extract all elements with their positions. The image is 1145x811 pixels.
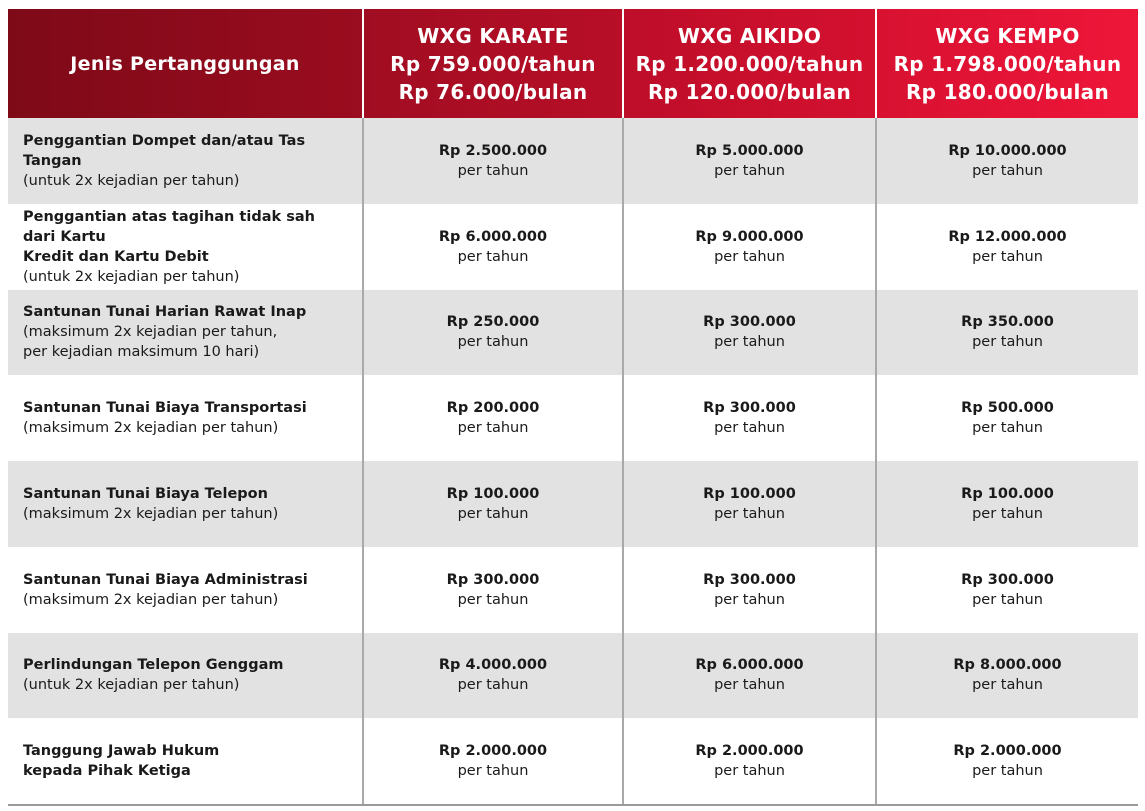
benefit-period: per tahun: [972, 162, 1043, 179]
benefit-period: per tahun: [457, 763, 529, 780]
coverage-label-cell: [8, 118, 363, 204]
benefit-value-cell: [623, 204, 876, 290]
benefit-value-cell: [623, 718, 876, 805]
benefit-amount: Rp 100.000: [961, 485, 1054, 502]
coverage-label-cell: [8, 718, 363, 805]
benefit-period: per tahun: [457, 162, 529, 179]
coverage-title: Kredit dan Kartu Debit: [23, 248, 209, 265]
coverage-comparison-table: [8, 9, 1138, 806]
table-row: [8, 633, 1138, 719]
benefit-value-cell: [623, 118, 876, 204]
table-row: [8, 461, 1138, 547]
benefit-value-cell: [363, 204, 623, 290]
coverage-label-cell: [8, 633, 363, 719]
benefit-period: per tahun: [457, 505, 529, 522]
benefit-value-cell: [623, 290, 876, 376]
coverage-note: (untuk 2x kejadian per tahun): [23, 268, 240, 285]
benefit-value-cell: [876, 118, 1138, 204]
table-row: [8, 290, 1138, 376]
coverage-note: (untuk 2x kejadian per tahun): [23, 677, 240, 694]
benefit-amount: Rp 4.000.000: [438, 657, 548, 674]
benefit-amount: Rp 300.000: [703, 314, 796, 331]
benefit-amount: Rp 2.000.000: [953, 743, 1062, 760]
coverage-note: (untuk 2x kejadian per tahun): [23, 172, 240, 189]
coverage-title: Santunan Tunai Harian Rawat Inap: [23, 304, 307, 321]
benefit-amount: Rp 5.000.000: [695, 142, 804, 159]
benefit-amount: Rp 2.000.000: [438, 743, 548, 760]
benefit-period: per tahun: [457, 248, 529, 265]
benefit-value-cell: [876, 290, 1138, 376]
benefit-value-cell: [623, 375, 876, 461]
coverage-note: (maksimum 2x kejadian per tahun,: [23, 324, 278, 341]
table-header: [8, 9, 1138, 118]
coverage-title: Santunan Tunai Biaya Telepon: [23, 485, 268, 502]
benefit-value-cell: [623, 461, 876, 547]
coverage-title: Penggantian Dompet dan/atau Tas Tangan: [23, 132, 306, 169]
benefit-amount: Rp 200.000: [446, 400, 540, 417]
coverage-title: Perlindungan Telepon Genggam: [23, 657, 284, 674]
plan-header-aikido: [623, 9, 876, 118]
benefit-amount: Rp 6.000.000: [695, 657, 804, 674]
plan-name: WXG AIKIDO: [677, 23, 822, 48]
coverage-label-cell: [8, 375, 363, 461]
benefit-period: per tahun: [714, 248, 785, 265]
benefit-amount: Rp 8.000.000: [953, 657, 1062, 674]
plan-price-yearly: Rp 1.200.000/tahun: [635, 51, 864, 76]
benefit-amount: Rp 2.000.000: [695, 743, 804, 760]
coverage-label-cell: [8, 204, 363, 290]
benefit-amount: Rp 300.000: [703, 400, 796, 417]
benefit-amount: Rp 250.000: [446, 314, 540, 331]
coverage-note: per kejadian maksimum 10 hari): [23, 344, 260, 361]
benefit-amount: Rp 2.500.000: [438, 142, 548, 159]
benefit-amount: Rp 100.000: [446, 485, 540, 502]
coverage-note: (maksimum 2x kejadian per tahun): [23, 420, 279, 437]
coverage-title: Penggantian atas tagihan tidak sah dari Kartu: [23, 208, 315, 245]
benefit-amount: Rp 12.000.000: [948, 228, 1067, 245]
coverage-title: kepada Pihak Ketiga: [23, 763, 191, 780]
coverage-type-header: Jenis Pertanggungan: [8, 9, 363, 118]
benefit-value-cell: [876, 718, 1138, 805]
benefit-value-cell: [876, 633, 1138, 719]
plan-price-monthly: Rp 180.000/bulan: [905, 79, 1110, 104]
plan-header-kempo: [876, 9, 1138, 118]
coverage-label-cell: [8, 461, 363, 547]
benefit-period: per tahun: [714, 505, 785, 522]
table-row: [8, 118, 1138, 204]
benefit-period: per tahun: [972, 420, 1043, 437]
benefit-amount: Rp 6.000.000: [438, 228, 548, 245]
benefit-amount: Rp 9.000.000: [695, 228, 804, 245]
benefit-period: per tahun: [714, 677, 785, 694]
benefit-amount: Rp 300.000: [703, 571, 796, 588]
benefit-value-cell: [876, 461, 1138, 547]
coverage-title: Santunan Tunai Biaya Transportasi: [23, 400, 307, 417]
plan-name: WXG KARATE: [417, 23, 569, 48]
benefit-value-cell: [363, 633, 623, 719]
benefit-value-cell: [876, 547, 1138, 633]
benefit-period: per tahun: [457, 677, 529, 694]
benefit-period: per tahun: [457, 334, 529, 351]
benefit-amount: Rp 100.000: [703, 485, 796, 502]
benefit-value-cell: [623, 633, 876, 719]
plan-header-karate: [363, 9, 623, 118]
benefit-period: per tahun: [714, 591, 785, 608]
benefit-amount: Rp 10.000.000: [948, 142, 1067, 159]
plan-price-monthly: Rp 76.000/bulan: [398, 79, 588, 104]
plan-price-yearly: Rp 759.000/tahun: [390, 51, 596, 76]
benefit-period: per tahun: [972, 763, 1043, 780]
benefit-period: per tahun: [457, 420, 529, 437]
coverage-title: Tanggung Jawab Hukum: [23, 743, 220, 760]
table-body: [8, 118, 1138, 805]
table-row: [8, 547, 1138, 633]
coverage-label-cell: [8, 290, 363, 376]
coverage-table-container: [8, 9, 1138, 806]
benefit-value-cell: [623, 547, 876, 633]
benefit-period: per tahun: [972, 505, 1043, 522]
benefit-value-cell: [363, 718, 623, 805]
benefit-value-cell: [363, 375, 623, 461]
table-row: [8, 204, 1138, 290]
coverage-note: (maksimum 2x kejadian per tahun): [23, 591, 279, 608]
coverage-note: (maksimum 2x kejadian per tahun): [23, 505, 279, 522]
benefit-value-cell: [363, 547, 623, 633]
coverage-label-cell: [8, 547, 363, 633]
benefit-period: per tahun: [972, 677, 1043, 694]
benefit-period: per tahun: [457, 591, 529, 608]
benefit-period: per tahun: [714, 420, 785, 437]
plan-name: WXG KEMPO: [935, 23, 1080, 48]
benefit-value-cell: [363, 290, 623, 376]
benefit-period: per tahun: [972, 248, 1043, 265]
benefit-period: per tahun: [714, 763, 785, 780]
benefit-period: per tahun: [972, 334, 1043, 351]
benefit-value-cell: [363, 118, 623, 204]
benefit-amount: Rp 500.000: [961, 400, 1054, 417]
benefit-period: per tahun: [714, 334, 785, 351]
benefit-value-cell: [363, 461, 623, 547]
table-row: [8, 718, 1138, 805]
benefit-amount: Rp 350.000: [961, 314, 1054, 331]
benefit-value-cell: [876, 375, 1138, 461]
plan-price-monthly: Rp 120.000/bulan: [647, 79, 852, 104]
benefit-period: per tahun: [972, 591, 1043, 608]
benefit-value-cell: [876, 204, 1138, 290]
coverage-title: Santunan Tunai Biaya Administrasi: [23, 571, 308, 588]
benefit-amount: Rp 300.000: [446, 571, 540, 588]
benefit-amount: Rp 300.000: [961, 571, 1054, 588]
plan-price-yearly: Rp 1.798.000/tahun: [893, 51, 1122, 76]
benefit-period: per tahun: [714, 162, 785, 179]
table-row: [8, 375, 1138, 461]
